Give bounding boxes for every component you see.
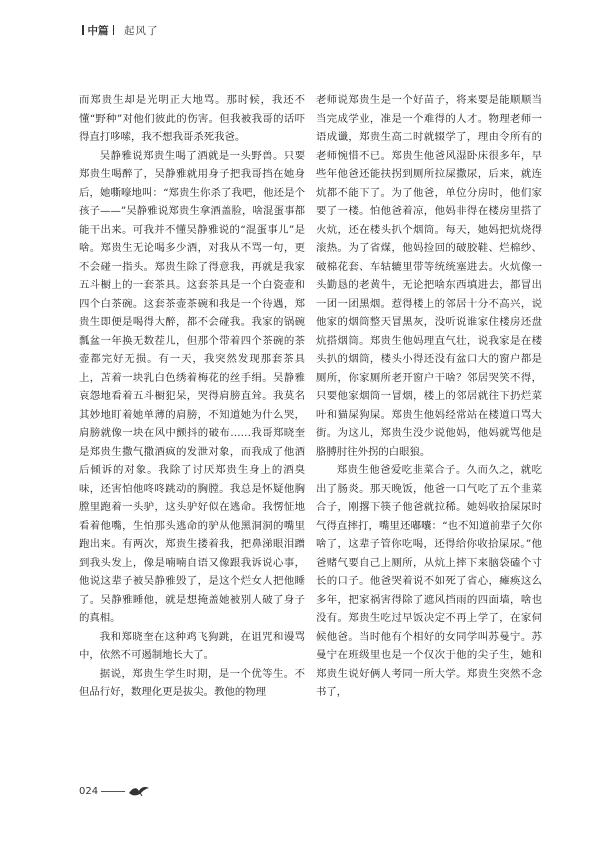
header-section: 中篇 <box>87 24 109 37</box>
header-bar-left <box>82 25 84 35</box>
footer-rule <box>101 791 125 792</box>
paragraph: 吴静雅说郑贵生喝了酒就是一头野兽。只要郑贵生喝醉了，吴静雅就用身子把我哥挡在她身后，她嘶嚎地叫：“郑贵生你杀了我吧，他还是个孩子——”吴静雅说郑贵生拿酒盖脸，啥混蛋事都能干出来。可我并不懂吴静雅说的“混蛋事儿”是啥。郑贵生无论喝多少酒，对我从不骂一句，更不会碰一指头。郑贵生除了得意我，再就是我家五斗橱上的一套茶具。这套茶具是一个白瓷壶和四个白茶碗。这套茶壶茶碗和我是一个待遇，郑贵生即便是喝得大醉，都不会碰我。我家的锅碗瓢盆一年换无数茬儿，但那个带着四个茶碗的茶壶都完好无损。有一天，我突然发现那套茶具上，苫着一块乳白色绣着梅花的丝手绢。吴静雅哀怨地看着五斗橱犯呆，哭得肩膀直耸。我莫名其妙地盯着她单薄的肩膀，不知道她为什么哭，肩膀就像一块在风中颤抖的破布……我哥郑晓奎是郑贵生撒气撒酒疯的发泄对象，而我成了他酒后倾诉的对象。我除了讨厌郑贵生身上的酒臭味，还害怕他咚咚跳动的胸膛。我总是怀疑他胸膛里跑着一头驴，这头驴好似在逃命。我愣怔地看着他嘴，生怕那头逃命的驴从他黑洞洞的嘴里跑出来。有两次，郑贵生搂着我，把鼻涕眼泪蹭到我头发上，像是喃喃自语又像跟我诉说心事，他说这辈子被吴静雅毁了，是这个烂女人把他睡了。吴静雅睡他，就是想掩盖她被别人破了身子的真相。 <box>79 149 305 624</box>
page-number: 024 <box>79 785 99 797</box>
left-column <box>79 91 305 702</box>
bird-logo-icon <box>128 785 150 797</box>
paragraph: 我和郑晓奎在这种鸡飞狗跳，在诅咒和谩骂中，依然不可遏制地长大了。 <box>79 630 305 661</box>
running-header <box>78 22 159 38</box>
paragraph: 据说，郑贵生学生时期，是一个优等生。不但品行好，数理化更是拔尖。教他的物理 <box>79 667 305 698</box>
header-title: 起风了 <box>124 24 159 37</box>
header-bar-right <box>113 25 115 35</box>
right-column <box>316 91 542 702</box>
page-footer <box>79 785 150 797</box>
paragraph: 而郑贵生却是光明正大地骂。那时候，我还不懂“野种”对他们彼此的伤害。但我被我哥的话吓得直打哆嗦，我不想我哥杀死我爸。 <box>79 94 305 143</box>
paragraph: 老师说郑贵生是一个好苗子，将来要是能顺顺当当完成学业，准是一个难得的人才。物理老师一语成谶，郑贵生高二时就辍学了，理由令所有的老师惋惜不已。郑贵生他爸风湿卧床很多年，早些年他爸还能扶拐到厕所拉屎撒尿，后来，就连炕都不能下了。为了他爸，单位分房时，他们家要了一楼。怕他爸着凉，他妈非得在楼房里搭了火炕，还在楼头扒个烟筒。每天，她妈把炕烧得滚热。为了省煤，他妈捡回的破胶鞋、烂棉纱、破棉花套、车轱辘里带等统统塞进去。火炕像一头勤恳的老黄牛，无论把啥东西填进去，都冒出一团一团黑烟。惹得楼上的邻居十分不高兴，说他家的烟筒整天冒黑灰，没听说谁家住楼房还盘炕搭烟筒。郑贵生他妈理直气壮，说我家是在楼头扒的烟筒，楼头小得还没有盆口大的窗户都是厕所，你家厕所老开窗户干啥？邻居哭笑不得，只要他家烟筒一冒烟，楼上的邻居就往下扔烂菜叶和猫屎狗屎。郑贵生他妈经常站在楼道口骂大街。为这儿，郑贵生没少说他妈，他妈就骂他是胳膊肘往外拐的白眼狼。 <box>316 94 542 458</box>
paragraph: 郑贵生他爸爱吃韭菜合子。久而久之，就吃出了肠炎。那天晚饭，他爸一口气吃了五个韭菜合子，刚撂下筷子他爸就拉稀。她妈收拾屎尿时气得直摔打，嘴里还嘟囔：“也不知道前辈子欠你啥了，这辈子管你吃喝，还得给你收拾屎尿。”他爸赌气要自己上厕所，从炕上摔下来脑袋磕个寸长的口子。他爸哭着说不如死了省心，瘫痪这么多年，把家祸害得除了遮风挡雨的四面墙，啥也没有。郑贵生吃过早饭决定不再上学了，在家伺候他爸。当时他有个相好的女同学叫苏曼宁。苏曼宁在班级里也是一个仅次于他的尖子生，她和郑贵生说好俩人考同一所大学。郑贵生突然不念书了， <box>316 464 542 698</box>
